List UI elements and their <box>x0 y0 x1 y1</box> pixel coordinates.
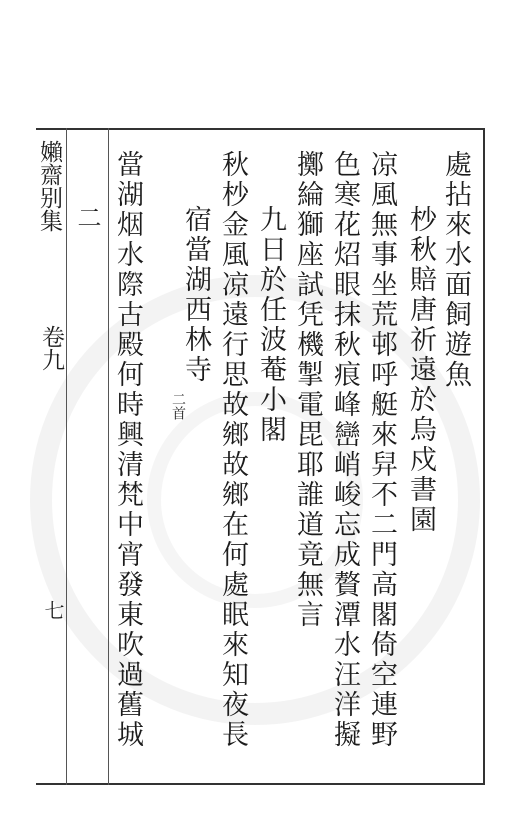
text-column-7: 秋杪金風凉遠行思故鄉故鄉在何處眠來知夜長 <box>217 150 248 750</box>
page-number: 七 <box>41 600 65 620</box>
text-column-1: 處拈來水面飼遊魚 <box>440 150 471 390</box>
margin-divider-inner <box>108 128 109 785</box>
poem-count-note: 二首 <box>170 392 186 420</box>
text-column-5: 擲綸獅座試凭機掣電毘耶誰道竟無言 <box>292 150 323 630</box>
poem-title-2: 九日於任波菴小閣 <box>255 205 286 445</box>
book-title: 嬾齋别集 <box>36 140 62 232</box>
text-column-4: 色寒花炤眼抹秋痕峰巒峭峻忘成贅潭水汪洋擬 <box>329 150 360 750</box>
section-mark: 二 <box>73 205 101 229</box>
margin-divider <box>66 128 67 785</box>
text-column-9: 當湖烟水際古殿何時興清梵中宵發東吹過舊城 <box>112 150 143 750</box>
volume-label: 卷九 <box>38 325 64 371</box>
poem-title-1: 杪秋賠唐祈遠於烏戍書園 <box>405 205 436 535</box>
text-column-3: 凉風無事坐荒邨呼艇來舁不二門高閣倚空連野 <box>366 150 397 750</box>
poem-title-3: 宿當湖西林寺 <box>180 205 211 385</box>
